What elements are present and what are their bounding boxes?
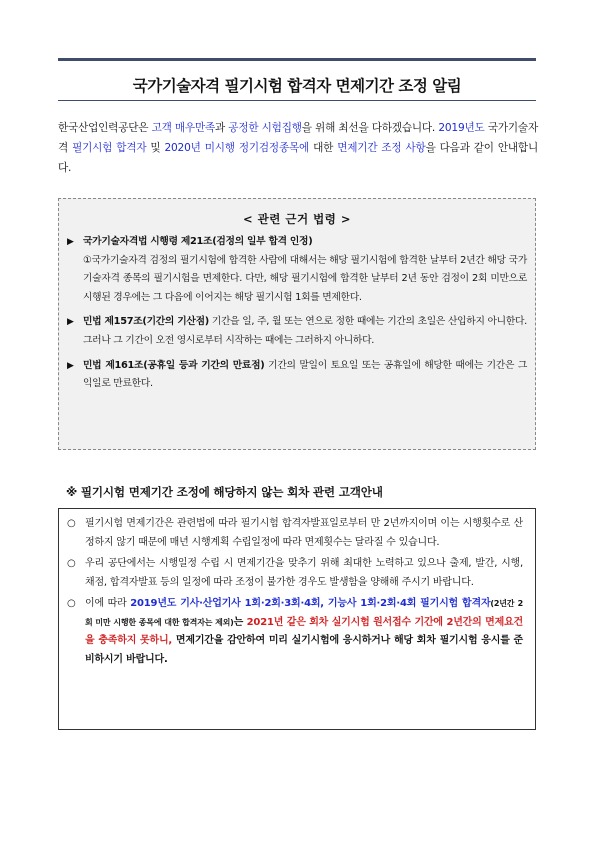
- circle-bullet-icon: ○: [67, 518, 76, 529]
- intro-paragraph: [58, 118, 538, 178]
- notice-heading: ※ 필기시험 면제기간 조정에 해당하지 않는 회차 관련 고객안내: [66, 485, 383, 499]
- law-item: [67, 233, 527, 307]
- intro-highlight-6: 면제기간 조정 사항: [337, 142, 426, 154]
- notice-text: 는: [233, 616, 247, 628]
- intro-highlight-3: 2019년도: [438, 122, 485, 134]
- arrow-icon: ▶: [67, 360, 74, 371]
- notice-item: [65, 595, 523, 669]
- circle-bullet-icon: ○: [67, 598, 76, 609]
- intro-text-1: 한국산업인력공단은: [58, 122, 152, 134]
- circle-bullet-icon: ○: [67, 558, 76, 569]
- intro-highlight-1: 고객 매우만족: [151, 122, 216, 134]
- notice-text: 필기시험 면제기간은 관련법에 따라 필기시험 합격자발표일로부터 만 2년까지이며 이는 시행횟수로 산정하지 않기 때문에 매년 시행계획 수립일정에 따라 면제횟수는 달라질 수 있습니다.: [85, 518, 523, 548]
- notice-text: 이에 따라: [85, 598, 131, 609]
- legal-basis-heading: < 관련 근거 법령 >: [243, 212, 351, 226]
- law-title: 민법 제157조(기간의 기산점): [83, 316, 209, 328]
- notice-item: [65, 515, 523, 552]
- notice-text: 우리 공단에서는 시행일정 수립 시 면제기간을 맞추기 위해 최대한 노력하고 있으나 출제, 발간, 시행, 채점, 합격자발표 등의 일정에 따라 조정이 불가한 경우도 발생함을 양해해 주시기 바랍니다.: [85, 558, 523, 588]
- notice-text-bold: 면제기간을 감안하여 미리 실기시험에 응시하거나 해당 회차 필기시험 응시를 준비하시기 바랍니다.: [85, 635, 524, 665]
- law-item: [67, 313, 527, 350]
- legal-basis-box: [58, 198, 536, 450]
- notice-highlight-blue: 2019년도 기사·산업기사 1회·2회·3회·4회, 기능사 1회·2회·4회 필기시험 합격자: [130, 598, 491, 609]
- intro-text-3: 을 위해 최선을 다하겠습니다.: [301, 122, 439, 134]
- law-title: 국가기술자격법 시행령 제21조(검정의 일부 합격 인정): [83, 236, 313, 247]
- notice-box: [58, 508, 536, 730]
- intro-highlight-4: 필기시험 합격자: [72, 142, 147, 154]
- notice-item: [65, 555, 523, 592]
- page-title: 국가기술자격 필기시험 합격자 면제기간 조정 알림: [132, 77, 462, 95]
- intro-text-6: 대한: [309, 142, 338, 154]
- intro-text-4: 국가기술자격: [58, 122, 538, 154]
- notice-highlight-red: 2021년 같은 회차 실기시험 원서접수 기간에 2년간의 면제요건을 충족하지 못하니,: [85, 616, 523, 646]
- law-title: 민법 제161조(공휴일 등과 기간의 만료점): [83, 359, 265, 371]
- intro-highlight-2: 공정한 시험집행: [228, 122, 302, 134]
- intro-text-2: 과: [215, 122, 229, 134]
- law-text: 기간을 일, 주, 월 또는 연으로 정한 때에는 기간의 초일은 산입하지 아니한다. 그러나 그 기간이 오전 영시로부터 시작하는 때에는 그러하지 아니하다.: [83, 316, 527, 346]
- intro-highlight-5: 2020년 미시행 정기검정종목에: [164, 142, 310, 154]
- notice-small-note: (2년간 2회 미만 시행한 종목에 대한 합격자는 제외): [85, 599, 523, 627]
- arrow-icon: ▶: [67, 317, 74, 328]
- arrow-icon: ▶: [67, 237, 74, 247]
- law-item: [67, 357, 527, 394]
- law-subtext: ①국가기술자격 검정의 필기시험에 합격한 사람에 대해서는 해당 필기시험에 합격한 날부터 2년간 해당 국가기술자격 종목의 필기시험을 면제한다. 다만, 해당 필기시험에 합격한 날부터 2년 동안 검정이 2회 미만으로 시행된 경우에는 그 다음에 이어지는 해당 필기시험 1회를 면제한다.: [83, 254, 527, 303]
- title-rule: [58, 100, 536, 101]
- law-text: 기간의 말일이 토요일 또는 공휴일에 해당한 때에는 기간은 그 익일로 만료한다.: [83, 359, 528, 390]
- intro-text-5: 및: [146, 142, 165, 154]
- top-rule: [58, 58, 536, 61]
- intro-text-7: 을 다음과 같이 안내합니다.: [58, 142, 539, 174]
